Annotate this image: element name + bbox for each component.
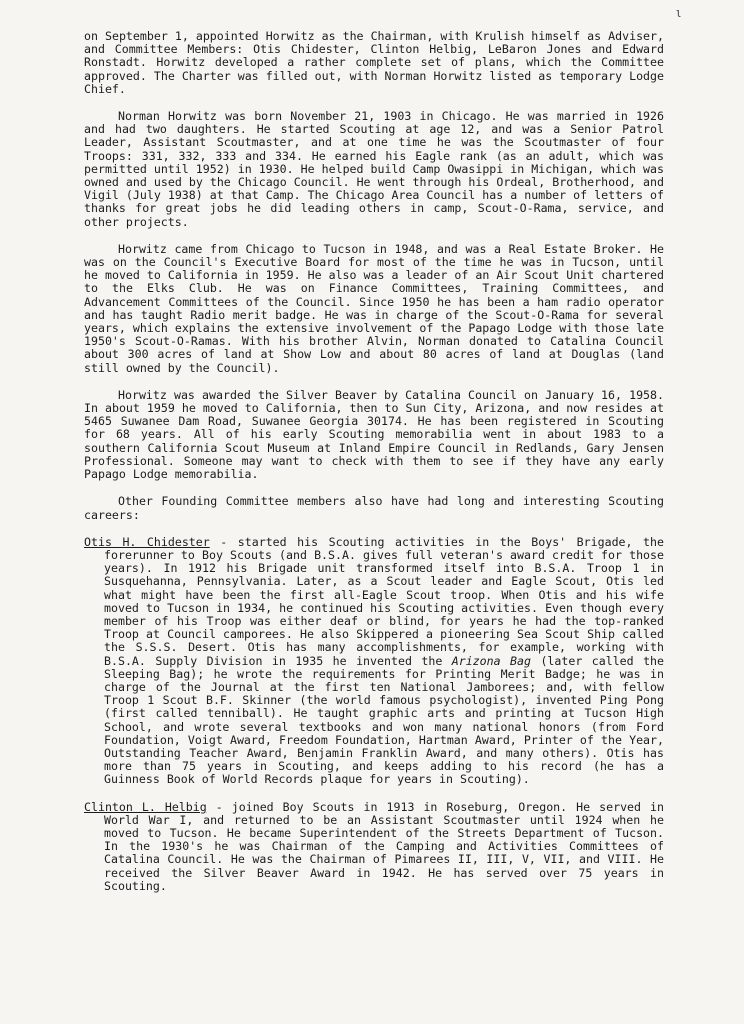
- arizona-bag-italic: Arizona Bag: [451, 653, 531, 668]
- helbig-text: - joined Boy Scouts in 1913 in Roseburg, Oregon. He served in World War I, and returned to be an Assistant Scoutmaster until 1924 when he moved to Tucson. He became Superintendent of the Streets Department of Tucson. In the 1930's he was Chairman of the Camping and Activities Committees of Catalina Council. He was the Chairman of Pimarees II, III, V, VII, and VIII. He received the Silver Beaver Award in 1942. He has served over 75 years in Scouting.: [104, 799, 664, 893]
- bio-chidester: [84, 536, 664, 787]
- paragraph-horwitz-awards: Horwitz was awarded the Silver Beaver by Catalina Council on January 16, 1958. In about 1959 he moved to California, then to Sun City, Arizona, and now resides at 5465 Suwanee Dam Road, Suwanee Georgia 30174. He has been registered in Scouting for 68 years. All of his early Scouting memorabilia went in about 1983 to a southern California Scout Museum at Inland Empire Council in Redlands, Gary Jensen Professional. Someone may want to check with them to see if they have any early Papago Lodge memorabilia.: [84, 387, 664, 482]
- document-body: [84, 30, 664, 907]
- page-corner-mark: ι: [674, 6, 682, 20]
- chidester-text-part1: - started his Scouting activities in the Boys' Brigade, the forerunner to Boy Scouts (and B.S.A. gives full veteran's award credit for those years). In 1912 his Brigade unit transformed itself into B.S.A. Troop 1 in Susquehanna, Pennsylvania. Later, as a Scout leader and Eagle Scout, Otis led what might have been the first all-Eagle Scout troop. When Otis and his wife moved to Tucson in 1934, he continued his Scouting activities. Even though every member of his Troop was either deaf or blind, for years he had the top-ranked Troop at Council camporees. He also Skippered a pioneering Sea Scout Ship called the S.S.S. Desert. Otis has many accomplishments, for example, working with B.S.A. Supply Division in 1935 he invented the: [104, 534, 664, 668]
- bio-helbig: [84, 801, 664, 893]
- chidester-text-part2: (later called the Sleeping Bag); he wrote the requirements for Printing Merit Badge; he was in charge of the Journal at the first ten National Jamborees; and, with fellow Troop 1 Scout B.F. Skinner (the world famous psychologist), invented Ping Pong (first called tenniball). He taught graphic arts and printing at Tucson High School, and wrote several textbooks and won many national honors (from Ford Foundation, Voigt Award, Freedom Foundation, Hartman Award, Printer of the Year, Outstanding Teacher Award, Benjamin Franklin Award, and many others). Otis has more than 75 years in Scouting, and keeps adding to his record (he has a Guinness Book of World Records plaque for years in Scouting).: [104, 653, 665, 787]
- chidester-name: Otis H. Chidester: [84, 534, 210, 549]
- paragraph-other-members: Other Founding Committee members also have had long and interesting Scouting careers:: [84, 494, 664, 522]
- paragraph-horwitz-tucson: Horwitz came from Chicago to Tucson in 1948, and was a Real Estate Broker. He was on the Council's Executive Board for most of the time he was in Tucson, until he moved to California in 1959. He also was a leader of an Air Scout Unit chartered to the Elks Club. He was on Finance Committees, Training Committees, and Advancement Committees of the Council. Since 1950 he has been a ham radio operator and has taught Radio merit badge. He was in charge of the Scout-O-Rama for several years, which explains the extensive involvement of the Papago Lodge with those late 1950's Scout-O-Ramas. With his brother Alvin, Norman donated to Catalina Council about 300 acres of land at Show Low and about 80 acres of land at Douglas (land still owned by the Council).: [84, 241, 664, 375]
- paragraph-charter: on September 1, appointed Horwitz as the Chairman, with Krulish himself as Adviser, and Committee Members: Otis Chidester, Clinton Helbig, LeBaron Jones and Edward Ronstadt. Horwitz developed a rather complete set of plans, which the Committee approved. The Charter was filled out, with Norman Horwitz listed as temporary Lodge Chief.: [84, 29, 664, 96]
- paragraph-horwitz-bio: Norman Horwitz was born November 21, 1903 in Chicago. He was married in 1926 and had two daughters. He started Scouting at age 12, and was a Senior Patrol Leader, Assistant Scoutmaster, and at one time he was the Scoutmaster of four Troops: 331, 332, 333 and 334. He earned his Eagle rank (as an adult, which was permitted until 1952) in 1930. He helped build Camp Owasippi in Michigan, which was owned and used by the Chicago Council. He went through his Ordeal, Brotherhood, and Vigil (July 1938) at that Camp. The Chicago Area Council has a number of letters of thanks for great jobs he did leading others in camp, Scout-O-Rama, service, and other projects.: [84, 109, 664, 229]
- helbig-name: Clinton L. Helbig: [84, 799, 207, 814]
